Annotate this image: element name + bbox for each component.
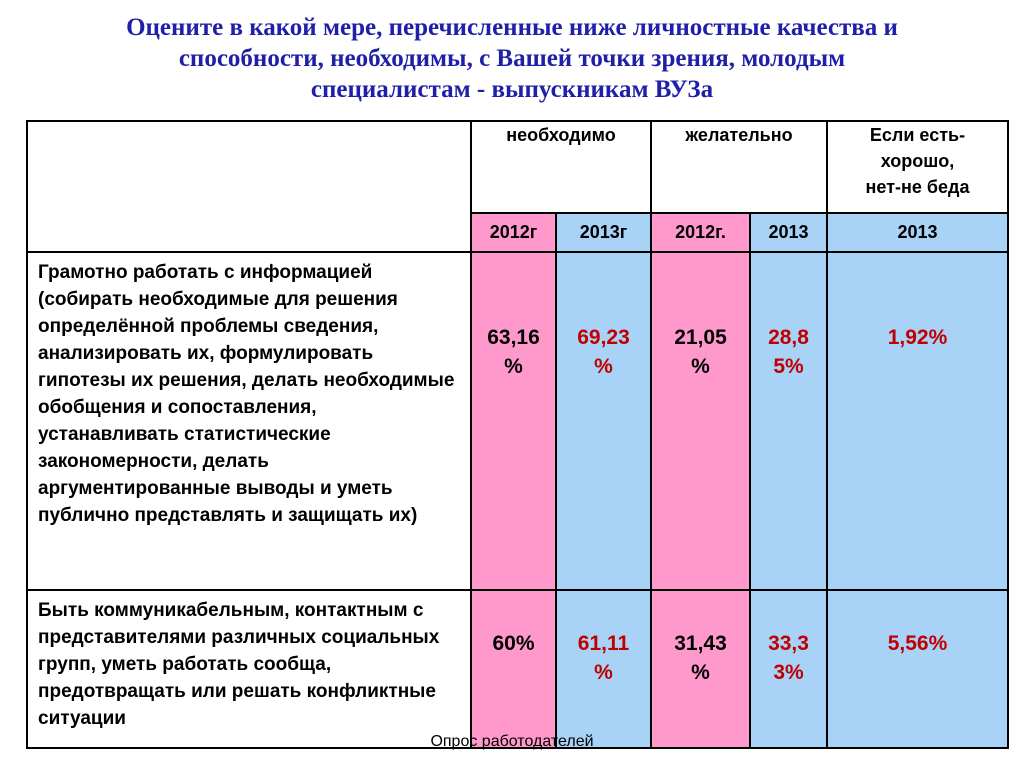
value-cell: [651, 590, 750, 748]
value-line: %: [504, 355, 523, 378]
slide-title: [40, 12, 984, 105]
value-line: 3%: [773, 661, 804, 684]
value-cell: [750, 590, 827, 748]
title-line-3: специалистам - выпускникам ВУЗа: [310, 76, 714, 103]
value-line: 28,8: [768, 326, 809, 349]
value-cell: [827, 590, 1008, 748]
footer-caption: Опрос работодателей: [430, 733, 594, 750]
row-label: Грамотно работать с информацией (собирать необходимые для решения определённой проблемы сведения, анализировать их, формулировать гипотезы их решения, делать необходимые обобщения и сопоставления, устанавливать статистические закономерности, делать аргументированные выводы и уметь публично представлять и защищать их): [27, 252, 471, 590]
value-line: 5,56%: [887, 632, 948, 655]
header-optional: [827, 121, 1008, 213]
value-cell: [827, 252, 1008, 590]
value-line: 21,05: [674, 326, 727, 349]
value-cell: [556, 590, 651, 748]
title-line-2: способности, необходимы, с Вашей точки зрения, молодым: [178, 45, 846, 72]
value-line: 5%: [773, 355, 804, 378]
year-cell: 2012г: [471, 213, 556, 252]
header-row: [27, 121, 1008, 213]
table-row: [27, 252, 1008, 590]
value-cell: [471, 590, 556, 748]
value-line: 63,16: [487, 326, 540, 349]
value-line: %: [594, 661, 613, 684]
value-line: 33,3: [768, 632, 809, 655]
year-cell: 2013: [827, 213, 1008, 252]
value-line: 60%: [492, 632, 535, 655]
table-row: [27, 590, 1008, 748]
value-cell: [651, 252, 750, 590]
empty-corner-cell: [27, 121, 471, 252]
year-cell: 2012г.: [651, 213, 750, 252]
value-line: 61,11: [577, 632, 630, 655]
year-cell: 2013: [750, 213, 827, 252]
value-line: 69,23: [577, 326, 630, 349]
header-optional-line-2: хорошо,: [880, 151, 955, 171]
row-label: Быть коммуникабельным, контактным с представителями различных социальных групп, уметь работать сообща, предотвращать или решать конфликтные ситуации: [27, 590, 471, 748]
value-line: 1,92%: [887, 326, 948, 349]
value-line: %: [691, 661, 710, 684]
value-cell: [750, 252, 827, 590]
value-line: %: [691, 355, 710, 378]
header-necessary: необходимо: [471, 121, 651, 213]
survey-table: [26, 120, 1009, 749]
value-cell: [556, 252, 651, 590]
value-cell: [471, 252, 556, 590]
header-optional-line-3: нет-не беда: [865, 177, 970, 197]
header-optional-line-1: Если есть-: [869, 125, 966, 145]
year-cell: 2013г: [556, 213, 651, 252]
value-line: 31,43: [674, 632, 727, 655]
header-desirable: желательно: [651, 121, 827, 213]
value-line: %: [594, 355, 613, 378]
title-line-1: Оцените в какой мере, перечисленные ниже личностные качества и: [126, 14, 898, 41]
